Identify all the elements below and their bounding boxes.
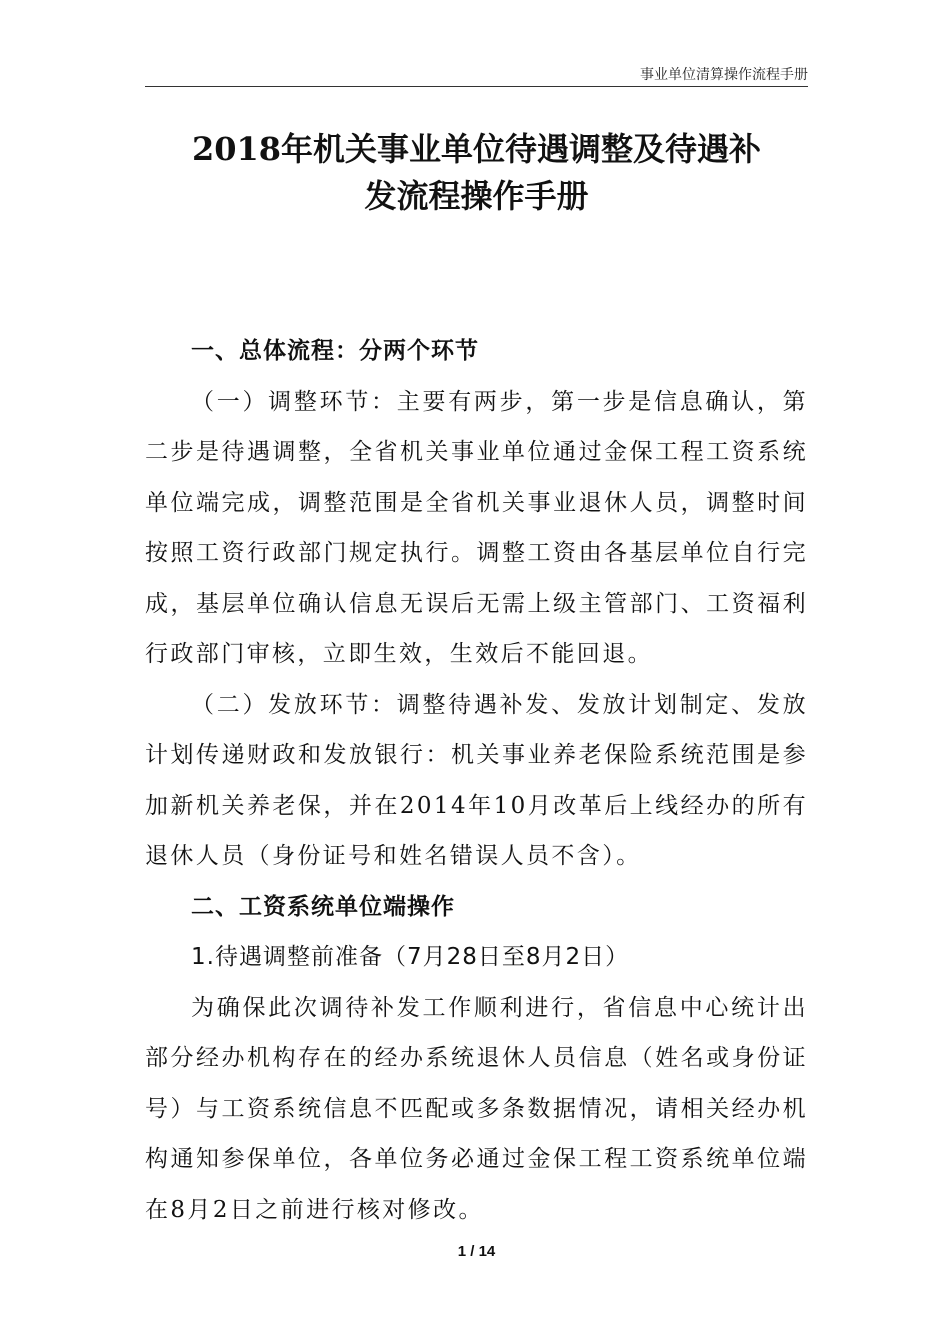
page-number: 1 / 14 (457, 1243, 496, 1260)
section-heading-unit-operation: 二、工资系统单位端操作 (191, 893, 455, 920)
paragraph-adjustment-stage: （一）调整环节：主要有两步，第一步是信息确认，第二步是待遇调整，全省机关事业单位通过金保工程工资系统单位端完成，调整范围是全省机关事业退休人员，调整时间按照工资行政部门规定执行。调整工资由各基层单位自行完成，基层单位确认信息无误后无需上级主管部门、工资福利行政部门审核，立即生效，生效后不能回退。 (145, 388, 808, 667)
paragraph-preparation: 为确保此次调待补发工作顺利进行，省信息中心统计出部分经办机构存在的经办系统退休人员信息（姓名或身份证号）与工资系统信息不匹配或多条数据情况，请相关经办机构通知参保单位，各单位务必通过金保工程工资系统单位端在8月2日之前进行核对修改。 (145, 994, 808, 1223)
document-title (145, 126, 808, 220)
section-heading-overall-process: 一、总体流程：分两个环节 (191, 338, 479, 364)
document-body (145, 326, 808, 1235)
paragraph-payment-stage: （二）发放环节：调整待遇补发、发放计划制定、发放计划传递财政和发放银行：机关事业养老保险系统范围是参加新机关养老保，并在2014年10月改革后上线经办的所有退休人员（身份证号和姓名错误人员不含）。 (145, 691, 808, 869)
subsection-heading-preparation: 1.待遇调整前准备（7月28日至8月2日） (191, 944, 630, 970)
document-title-line-2: 发流程操作手册 (364, 177, 589, 215)
header-rule (145, 86, 808, 87)
document-title-line-1: 2018年机关事业单位待遇调整及待遇补 (191, 130, 762, 168)
running-header: 事业单位清算操作流程手册 (640, 67, 808, 83)
